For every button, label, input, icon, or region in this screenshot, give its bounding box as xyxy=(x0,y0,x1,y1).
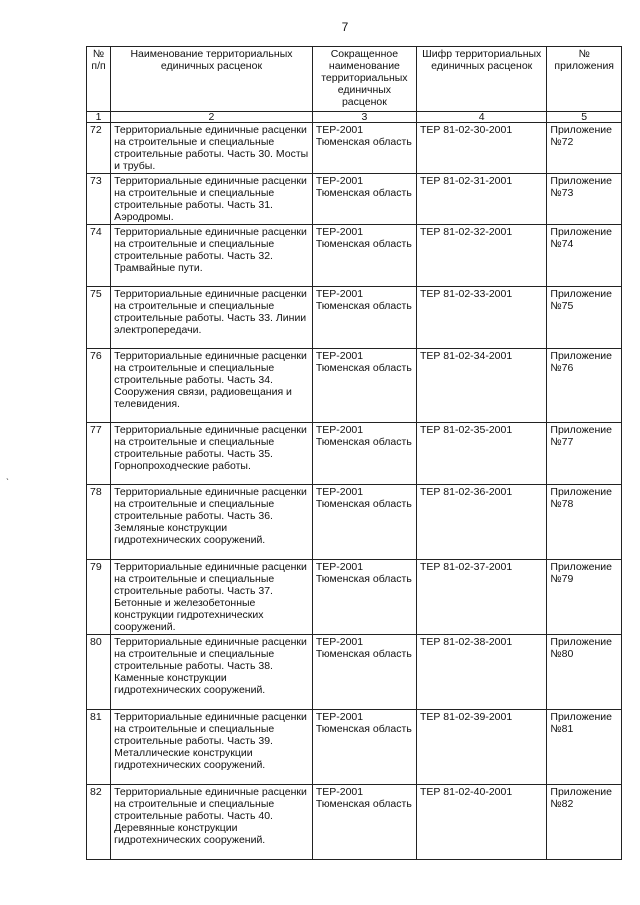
row-appendix: Приложение №82 xyxy=(547,785,622,860)
table-header-row xyxy=(87,47,622,112)
row-name: Территориальные единичные расценки на строительные и специальные строительные работы. Часть 40. Деревянные конструкции гидротехнических сооружений. xyxy=(111,785,313,860)
row-code: ТЕР 81-02-30-2001 xyxy=(416,123,546,174)
row-number: 81 xyxy=(87,710,111,785)
table-row xyxy=(87,710,622,785)
table-row xyxy=(87,560,622,635)
row-name: Территориальные единичные расценки на строительные и специальные строительные работы. Часть 34. Сооружения связи, радиовещания и телевидения. xyxy=(111,349,313,423)
row-code: ТЕР 81-02-39-2001 xyxy=(416,710,546,785)
table-row xyxy=(87,635,622,710)
header-appendix: № приложения xyxy=(547,47,622,112)
table-row xyxy=(87,287,622,349)
header-code: Шифр территориальных единичных расценок xyxy=(416,47,546,112)
row-number: 78 xyxy=(87,485,111,560)
header-name: Наименование территориальных единичных расценок xyxy=(111,47,313,112)
row-number: 79 xyxy=(87,560,111,635)
row-number: 82 xyxy=(87,785,111,860)
row-appendix: Приложение №80 xyxy=(547,635,622,710)
row-number: 76 xyxy=(87,349,111,423)
row-short-name: ТЕР-2001 Тюменская область xyxy=(312,287,416,349)
scan-speck: ˎ xyxy=(6,470,10,481)
row-code: ТЕР 81-02-33-2001 xyxy=(416,287,546,349)
row-short-name: ТЕР-2001 Тюменская область xyxy=(312,349,416,423)
row-code: ТЕР 81-02-37-2001 xyxy=(416,560,546,635)
row-short-name: ТЕР-2001 Тюменская область xyxy=(312,635,416,710)
row-appendix: Приложение №81 xyxy=(547,710,622,785)
row-code: ТЕР 81-02-36-2001 xyxy=(416,485,546,560)
column-index-row xyxy=(87,112,622,123)
row-code: ТЕР 81-02-35-2001 xyxy=(416,423,546,485)
row-appendix: Приложение №79 xyxy=(547,560,622,635)
column-index: 2 xyxy=(111,112,313,123)
row-appendix: Приложение №72 xyxy=(547,123,622,174)
table-row xyxy=(87,123,622,174)
row-appendix: Приложение №77 xyxy=(547,423,622,485)
row-name: Территориальные единичные расценки на строительные и специальные строительные работы. Часть 36. Земляные конструкции гидротехнических сооружений. xyxy=(111,485,313,560)
column-index: 1 xyxy=(87,112,111,123)
table-row xyxy=(87,785,622,860)
row-code: ТЕР 81-02-32-2001 xyxy=(416,225,546,287)
row-short-name: ТЕР-2001 Тюменская область xyxy=(312,123,416,174)
table-row xyxy=(87,225,622,287)
row-short-name: ТЕР-2001 Тюменская область xyxy=(312,225,416,287)
row-name: Территориальные единичные расценки на строительные и специальные строительные работы. Часть 33. Линии электропередачи. xyxy=(111,287,313,349)
row-number: 72 xyxy=(87,123,111,174)
table-row xyxy=(87,423,622,485)
row-short-name: ТЕР-2001 Тюменская область xyxy=(312,560,416,635)
row-number: 75 xyxy=(87,287,111,349)
row-short-name: ТЕР-2001 Тюменская область xyxy=(312,710,416,785)
table-row xyxy=(87,174,622,225)
row-name: Территориальные единичные расценки на строительные и специальные строительные работы. Часть 39. Металлические конструкции гидротехнических сооружений. xyxy=(111,710,313,785)
row-name: Территориальные единичные расценки на строительные и специальные строительные работы. Часть 31. Аэродромы. xyxy=(111,174,313,225)
row-appendix: Приложение №78 xyxy=(547,485,622,560)
row-code: ТЕР 81-02-38-2001 xyxy=(416,635,546,710)
row-short-name: ТЕР-2001 Тюменская область xyxy=(312,423,416,485)
row-name: Территориальные единичные расценки на строительные и специальные строительные работы. Часть 37. Бетонные и железобетонные конструкции гидротехнических сооружений. xyxy=(111,560,313,635)
row-appendix: Приложение №76 xyxy=(547,349,622,423)
table-row xyxy=(87,349,622,423)
row-number: 80 xyxy=(87,635,111,710)
row-code: ТЕР 81-02-34-2001 xyxy=(416,349,546,423)
row-code: ТЕР 81-02-40-2001 xyxy=(416,785,546,860)
table-row xyxy=(87,485,622,560)
column-index: 4 xyxy=(416,112,546,123)
row-number: 73 xyxy=(87,174,111,225)
tariff-register-table xyxy=(86,46,622,860)
row-appendix: Приложение №75 xyxy=(547,287,622,349)
row-name: Территориальные единичные расценки на строительные и специальные строительные работы. Часть 35. Горнопроходческие работы. xyxy=(111,423,313,485)
header-row-number: № п/п xyxy=(87,47,111,112)
row-number: 74 xyxy=(87,225,111,287)
page-number: 7 xyxy=(341,20,349,34)
row-short-name: ТЕР-2001 Тюменская область xyxy=(312,785,416,860)
row-number: 77 xyxy=(87,423,111,485)
row-short-name: ТЕР-2001 Тюменская область xyxy=(312,485,416,560)
row-code: ТЕР 81-02-31-2001 xyxy=(416,174,546,225)
row-short-name: ТЕР-2001 Тюменская область xyxy=(312,174,416,225)
row-name: Территориальные единичные расценки на строительные и специальные строительные работы. Часть 30. Мосты и трубы. xyxy=(111,123,313,174)
row-appendix: Приложение №73 xyxy=(547,174,622,225)
row-appendix: Приложение №74 xyxy=(547,225,622,287)
column-index: 5 xyxy=(547,112,622,123)
column-index: 3 xyxy=(312,112,416,123)
row-name: Территориальные единичные расценки на строительные и специальные строительные работы. Часть 38. Каменные конструкции гидротехнических сооружений. xyxy=(111,635,313,710)
row-name: Территориальные единичные расценки на строительные и специальные строительные работы. Часть 32. Трамвайные пути. xyxy=(111,225,313,287)
header-short-name: Сокращенное наименование территориальных единичных расценок xyxy=(312,47,416,112)
